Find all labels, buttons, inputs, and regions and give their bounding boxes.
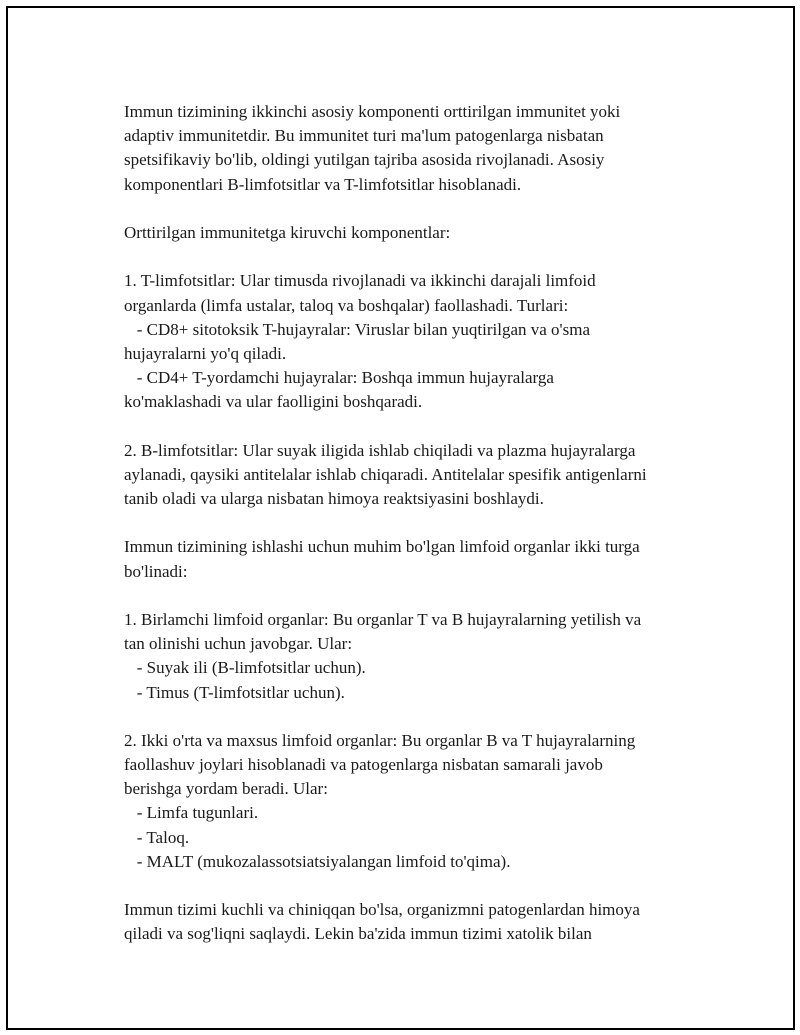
list-item-line: - Suyak ili (B-limfotsitlar uchun). [124, 658, 366, 678]
paragraph-spacer [124, 874, 714, 898]
text-line: 2. B-limfotsitlar: Ular suyak iligida ishlab chiqiladi va plazma hujayralarga [124, 440, 636, 460]
paragraph-primary-organs [124, 608, 714, 705]
text-line: komponentlari B-limfotsitlar va T-limfotsitlar hisoblanadi. [124, 174, 522, 194]
paragraph-conclusion [124, 898, 714, 946]
list-item-line: - Taloq. [124, 827, 190, 847]
list-item-line: - CD8+ sitotoksik T-hujayralar: Viruslar bilan yuqtirilgan va o'sma [124, 319, 591, 339]
paragraph-spacer [124, 584, 714, 608]
text-line: Immun tizimi kuchli va chiniqqan bo'lsa, organizmni patogenlardan himoya [124, 900, 640, 920]
text-line: 2. Ikki o'rta va maxsus limfoid organlar: Bu organlar B va T hujayralarning [124, 730, 636, 750]
text-line: Orttirilgan immunitetga kiruvchi komponentlar: [124, 222, 451, 242]
paragraph-spacer [124, 245, 714, 269]
paragraph-spacer [124, 414, 714, 438]
text-line: berishga yordam beradi. Ular: [124, 779, 328, 799]
paragraph-spacer [124, 511, 714, 535]
paragraph-secondary-organs [124, 729, 714, 874]
paragraph-intro [124, 100, 714, 197]
text-line: aylanadi, qaysiki antitelalar ishlab chiqaradi. Antitelalar spesifik antigenlarni [124, 464, 647, 484]
paragraph-spacer [124, 197, 714, 221]
text-line: 1. Birlamchi limfoid organlar: Bu organlar T va B hujayralarning yetilish va [124, 609, 642, 629]
list-item-line: - Timus (T-limfotsitlar uchun). [124, 682, 345, 702]
text-line: faollashuv joylari hisoblanadi va patogenlarga nisbatan samarali javob [124, 755, 603, 775]
text-line: Immun tizimining ikkinchi asosiy komponenti orttirilgan immunitet yoki [124, 102, 621, 121]
paragraph-t-lymphocytes [124, 269, 714, 414]
text-line: tanib oladi va ularga nisbatan himoya reaktsiyasini boshlaydi. [124, 489, 544, 508]
paragraph-b-lymphocytes [124, 439, 714, 512]
document-body [124, 100, 714, 947]
text-line: qiladi va sog'liqni saqlaydi. Lekin ba'zida immun tizimi xatolik bilan [124, 924, 592, 944]
text-line: adaptiv immunitetdir. Bu immunitet turi ma'lum patogenlarga nisbatan [124, 126, 604, 146]
text-line: ko'maklashadi va ular faolligini boshqaradi. [124, 392, 423, 412]
text-line: 1. T-limfotsitlar: Ular timusda rivojlanadi va ikkinchi darajali limfoid [124, 271, 596, 291]
text-line: organlarda (limfa ustalar, taloq va boshqalar) faollashadi. Turlari: [124, 295, 569, 315]
text-line: Immun tizimining ishlashi uchun muhim bo'lgan limfoid organlar ikki turga [124, 537, 640, 557]
list-item-line: - CD4+ T-yordamchi hujayralar: Boshqa immun hujayralarga [124, 368, 554, 388]
list-item-line: - MALT (mukozalassotsiatsiyalangan limfoid to'qima). [124, 851, 511, 871]
paragraph-lymphoid-organs [124, 535, 714, 583]
text-line: tan olinishi uchun javobgar. Ular: [124, 634, 353, 654]
paragraph-spacer [124, 705, 714, 729]
page-frame [6, 6, 795, 1030]
paragraph-components-heading [124, 221, 714, 245]
text-line: bo'linadi: [124, 561, 188, 581]
text-line: hujayralarni yo'q qiladi. [124, 343, 287, 363]
text-line: spetsifikaviy bo'lib, oldingi yutilgan tajriba asosida rivojlanadi. Asosiy [124, 150, 605, 170]
list-item-line: - Limfa tugunlari. [124, 803, 259, 823]
